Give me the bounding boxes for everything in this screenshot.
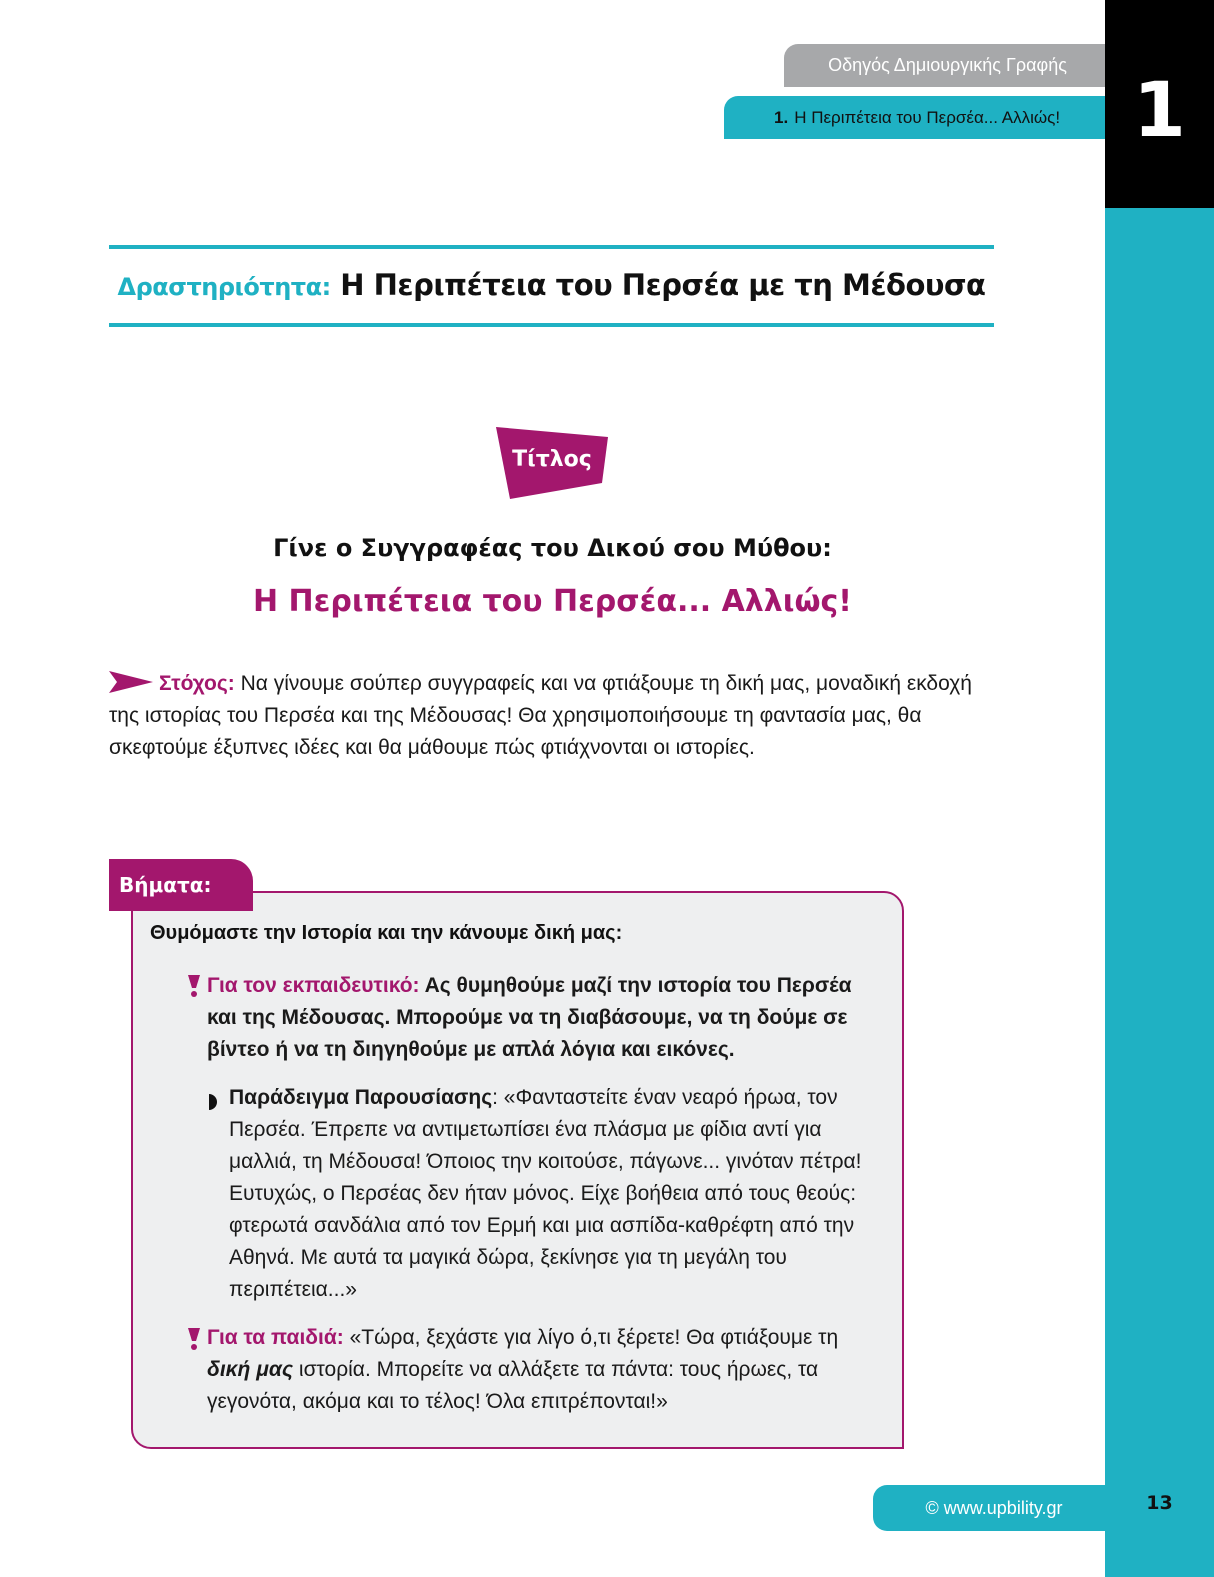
title-badge xyxy=(496,427,608,499)
kids-text-before: «Τώρα, ξεχάστε για λίγο ό,τι ξέρετε! Θα φτιάξουμε τη xyxy=(343,1326,839,1349)
example-label: Παράδειγμα Παρουσίασης xyxy=(229,1086,493,1109)
activity-title: Η Περιπέτεια του Περσέα με τη Μέδουσα xyxy=(340,268,986,302)
goal-label: Στόχος: xyxy=(159,672,235,695)
kids-emphasis: δική μας xyxy=(207,1358,294,1381)
goal-text: Να γίνουμε σούπερ συγγραφείς και να φτιάξουμε τη δική μας, μοναδική εκδοχή της ιστορίας του Περσέα και της Μέδουσας! Θα χρησιμοποιήσουμε τη φαντασία μας, θα σκεφτούμε έξυπνες ιδέες και θα μάθουμε πώς φτιάχνονται οι ιστορίες. xyxy=(109,672,972,759)
guide-title-tab: Οδηγός Δημιουργικής Γραφής xyxy=(784,44,1105,87)
activity-heading xyxy=(109,268,994,302)
chapter-number: 1 xyxy=(1133,65,1186,154)
arrow-icon xyxy=(109,671,153,693)
chapter-number-label: 1. xyxy=(774,108,789,127)
exclamation-icon xyxy=(186,973,202,999)
subtitle-line-1: Γίνε ο Συγγραφέας του Δικού σου Μύθου: xyxy=(273,534,832,562)
side-stripe xyxy=(1105,0,1214,1577)
exclamation-icon xyxy=(186,1326,202,1352)
footer-copyright: © www.upbility.gr xyxy=(873,1485,1105,1531)
kids-label: Για τα παιδιά: xyxy=(207,1326,344,1349)
steps-tab: Βήματα: xyxy=(109,859,253,911)
activity-label: Δραστηριότητα: xyxy=(117,273,331,301)
chapter-title-tab xyxy=(724,96,1105,139)
goal-paragraph xyxy=(109,668,999,764)
half-circle-bullet-icon xyxy=(206,1093,220,1111)
chapter-title: Η Περιπέτεια του Περσέα... Αλλιώς! xyxy=(794,108,1061,127)
page-number: 13 xyxy=(1146,1492,1173,1514)
top-rule xyxy=(109,245,994,249)
kids-paragraph xyxy=(207,1322,887,1418)
example-paragraph xyxy=(229,1082,889,1306)
example-text: : «Φανταστείτε έναν νεαρό ήρωα, τον Περσέα. Έπρεπε να αντιμετωπίσει ένα πλάσμα με φίδια αντί για μαλλιά, τη Μέδουσα! Όποιος την κοιτούσε, πάγωνε... γινόταν πέτρα! Ευτυχώς, ο Περσέας δεν ήταν μόνος. Είχε βοήθεια από τους θεούς: φτερωτά σανδάλια από τον Ερμή και μια ασπίδα-καθρέφτη από την Αθηνά. Με αυτά τα μαγικά δώρα, ξεκίνησε για τη μεγάλη του περιπέτεια...» xyxy=(229,1086,862,1301)
badge-label: Τίτλος xyxy=(512,447,592,472)
subtitle-line-2: Η Περιπέτεια του Περσέα... Αλλιώς! xyxy=(252,584,852,619)
kids-text-after: ιστορία. Μπορείτε να αλλάξετε τα πάντα: τους ήρωες, τα γεγονότα, ακόμα και το τέλος! Όλα επιτρέπονται!» xyxy=(207,1358,819,1413)
bottom-rule xyxy=(109,323,994,327)
teacher-label: Για τον εκπαιδευτικό: xyxy=(207,974,420,997)
teacher-paragraph xyxy=(207,970,887,1066)
teacher-text: Ας θυμηθούμε μαζί την ιστορία του Περσέα και της Μέδουσας. Μπορούμε να τη διαβάσουμε, να τη δούμε σε βίντεο ή να τη διηγηθούμε με απλά λόγια και εικόνες. xyxy=(207,974,852,1061)
steps-heading: Θυμόμαστε την Ιστορία και την κάνουμε δική μας: xyxy=(150,922,623,944)
